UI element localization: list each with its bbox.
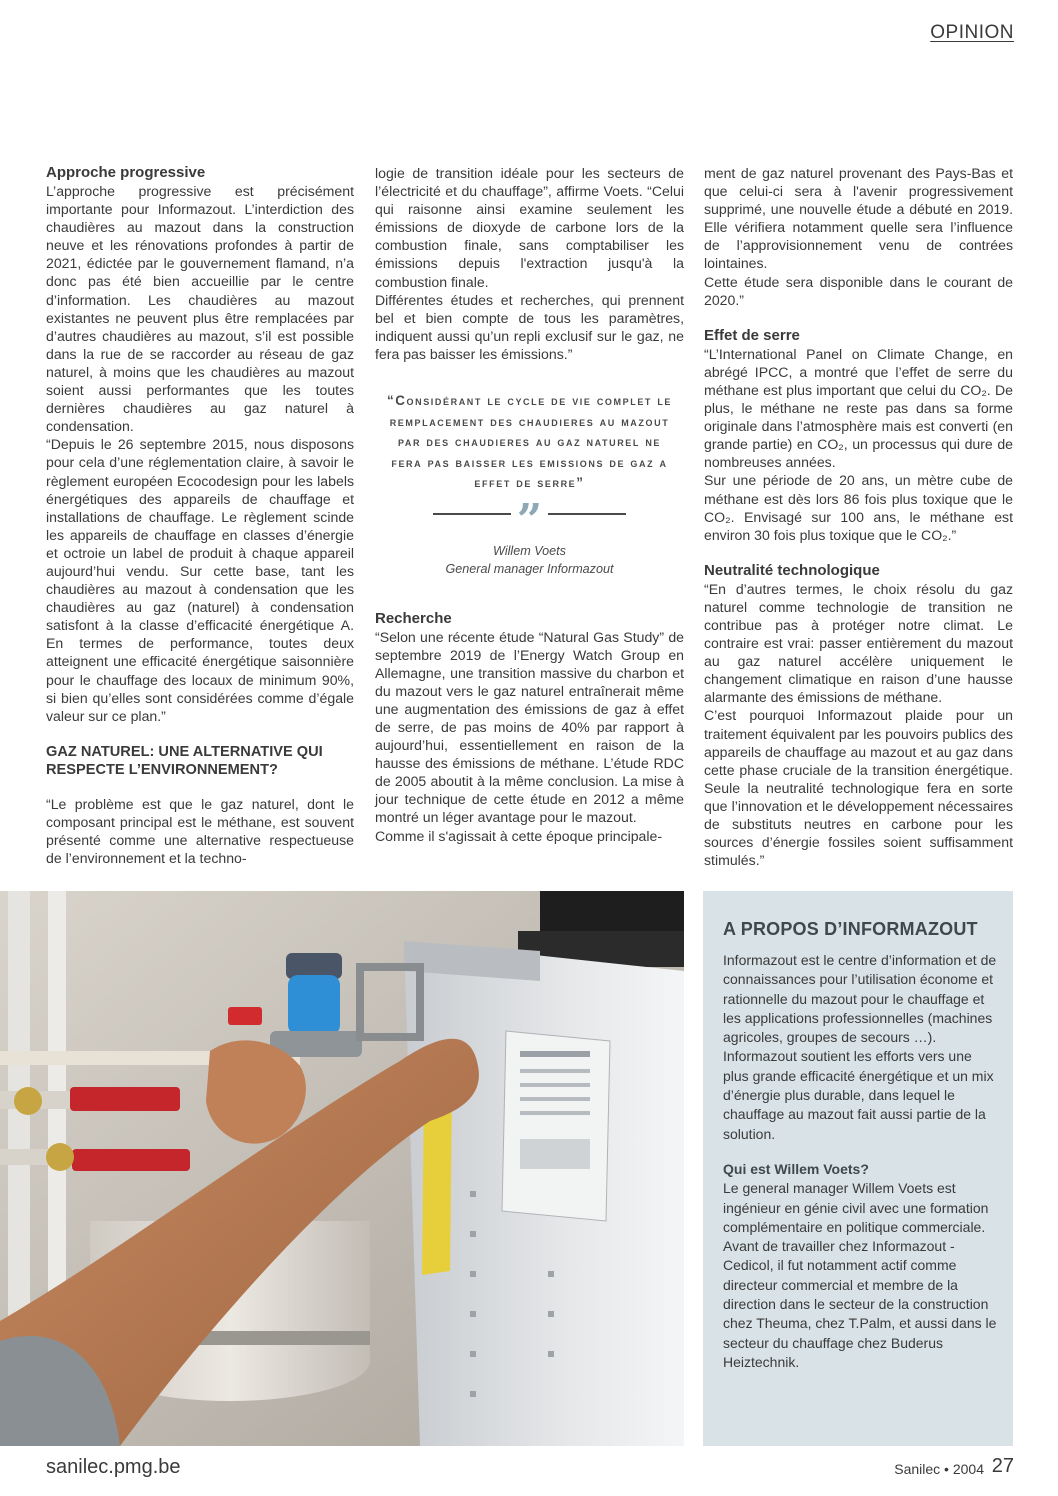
article-column-1 <box>46 164 354 867</box>
heading-gaz-naturel: GAZ NATUREL: UNE ALTERNATIVE QUI RESPECTE L’ENVIRONNEMENT? <box>46 743 323 778</box>
paragraph: “Depuis le 26 septembre 2015, nous disposons pour cela d’une réglementation claire, à savoir le règlement européen Ecocodesign pour les labels énergétiques des appareils de chauffage et installations de chauffage. Le règlement scinde les appareils de chauffage en classes d’énergie et octroie un label de produit à chaque appareil aujourd’hui vendu. Sur cette base, tant les chaudières au mazout à condensation que les chaudières au gaz (naturel) à condensation satisfont à la classe d’efficacité énergétique A. En termes de performance, toutes deux atteignent une efficacité énergétique saisonnière pour le chauffage des locaux de minimum 90%, si bien qu’elles sont considérées comme d’égale valeur sur ce plan.” <box>46 436 354 724</box>
heading-recherche: Recherche <box>375 609 452 627</box>
paragraph: C’est pourquoi Informazout plaide pour un traitement équivalent par les pouvoirs publics des appareils de chauffage au mazout et au gaz dans cette phase cruciale de la transition énergétique. Seule la neutralité technologique fera en sorte que l’innovation et le développement nécessaires de substituts neutres en carbone pour les sources d’énergie fossiles soient suffisamment stimulés.” <box>704 707 1013 869</box>
paragraph: Différentes études et recherches, qui prennent bel et bien compte de tous les paramètres, indiquent aussi qu’un repli exclusif sur le gaz, ne fera pas baisser les émissions.” <box>375 291 684 362</box>
article-column-3 <box>704 164 1013 869</box>
aside-paragraph: Informazout est le centre d’information et de connaissances pour l’utilisation économe et rationnelle du mazout pour le chauffage et les applications professionnelles (machines agricoles, groupes de secours …). Informazout soutient les efforts vers une plus grande efficacité énergétique et un mix d’énergie plus durable, dans lequel le chauffage au mazout fait aussi partie de la solution. <box>723 952 997 1142</box>
section-label: OPINION <box>930 22 1014 43</box>
article-column-2 <box>375 164 684 845</box>
quote-author-name: Willem Voets <box>493 543 566 558</box>
paragraph: Comme il s'agissait à cette époque principale- <box>375 827 663 844</box>
page-number: 27 <box>991 1455 1014 1477</box>
paragraph: logie de transition idéale pour les secteurs de l’électricité et du chauffage”, affirme Voets. “Celui qui raisonne ainsi examine seulement les émissions de dioxyde de carbone lors de la combustion finale, sans comptabiliser les émissions depuis l'extraction jusqu'à la combustion finale. <box>375 165 684 290</box>
paragraph: Sur une période de 20 ans, un mètre cube de méthane est dès lors 86 fois plus toxique que le CO₂. Envisagé sur 100 ans, le méthane est environ 30 fois plus toxique que le CO₂.” <box>704 472 1013 543</box>
heading-neutralite-technologique: Neutralité technologique <box>704 561 880 579</box>
paragraph: Cette étude sera disponible dans le courant de 2020.” <box>704 273 1013 308</box>
pull-quote: “Considérant le cycle de vie complet le remplacement des chaudieres au mazout par des chaudieres au gaz naturel ne fera pas baisser les emissions de gaz a effet de serre” <box>386 393 673 491</box>
quote-divider <box>375 500 684 528</box>
paragraph: “Selon une récente étude “Natural Gas Study” de septembre 2019 de l’Energy Watch Group en Allemagne, une transition massive du charbon et du mazout vers le gaz naturel entraînerait même une augmentation des émissions de gaz à effet de serre, de pas moins de 40% par rapport à aujourd’hui, essentiellement en raison de la hausse des émissions de méthane. L’étude RDC de 2005 aboutit à la même conclusion. La mise à jour technique de cette étude en 2012 a même montré un léger avantage pour le mazout. <box>375 628 684 826</box>
paragraph: ment de gaz naturel provenant des Pays-Bas et que celui-ci sera à l'avenir progressivement supprimé, une nouvelle étude a débuté en 2019. Elle vérifiera notamment quelle sera l’influence de l’approvisionnement venu de contrées lointaines. <box>704 165 1013 272</box>
footer-publication: Sanilec • 2004 <box>894 1461 984 1477</box>
footer-website-link[interactable]: sanilec.pmg.be <box>46 1456 181 1478</box>
paragraph: “L’International Panel on Climate Change, en abrégé IPCC, a montré que l’effet de serre du méthane est plus important que celui du CO₂. De plus, le méthane ne reste pas dans sa forme originale dans l’atmosphère mais est converti (en grande partie) en CO₂, un processus qui dure de nombreuses années. <box>704 345 1013 471</box>
boiler-installation-photo <box>0 891 684 1446</box>
paragraph: “Le problème est que le gaz naturel, dont le composant principal est le méthane, est souvent présenté comme une alternative respectueuse de l’environnement et la techno- <box>46 795 354 867</box>
divider-line <box>548 513 626 515</box>
about-informazout-box <box>703 891 1013 1446</box>
aside-paragraph: Avant de travailler chez Informazout - Cedicol, il fut notamment actif comme directeur commercial et membre de la direction dans le secteur de la construction chez Theuma, chez T.Palm, et aussi dans le secteur du chauffage chez Buderus Heiztechnik. <box>723 1238 997 1370</box>
divider-line <box>433 513 511 515</box>
heading-effet-de-serre: Effet de serre <box>704 326 800 344</box>
aside-heading-qui-est: Qui est Willem Voets? <box>723 1160 869 1177</box>
quote-mark-icon: ” <box>516 498 543 529</box>
quote-author-role: General manager Informazout <box>445 561 614 576</box>
aside-title: A PROPOS D’INFORMAZOUT <box>723 919 978 939</box>
quote-attribution <box>375 542 684 578</box>
aside-paragraph: Le general manager Willem Voets est ingénieur en génie civil avec une formation complémentaire en politique commerciale. <box>723 1180 989 1235</box>
paragraph: “En d’autres termes, le choix résolu du gaz naturel comme technologie de transition ne contribue pas à protéger notre climat. Le contraire est vrai: passer entièrement du mazout au gaz naturel accélère uniquement le changement climatique en raison d’une hausse alarmante des émissions de méthane. <box>704 580 1013 706</box>
heading-approche-progressive: Approche progressive <box>46 164 206 181</box>
paragraph: L’approche progressive est précisément importante pour Informazout. L’interdiction des chaudières au mazout dans la construction neuve et les rénovations profondes à partir de 2021, édictée par le gouvernement flamand, n’a donc pas été bien accueillie par le centre d’information. Les chaudières au mazout existantes ne peuvent plus être remplacées par d’autres chaudières au mazout, s’il est possible dans la rue de se raccorder au réseau de gaz naturel, à moins que les chaudières au mazout soient aussi performantes que les toutes dernières chaudières au gaz naturel à condensation. <box>46 183 354 435</box>
